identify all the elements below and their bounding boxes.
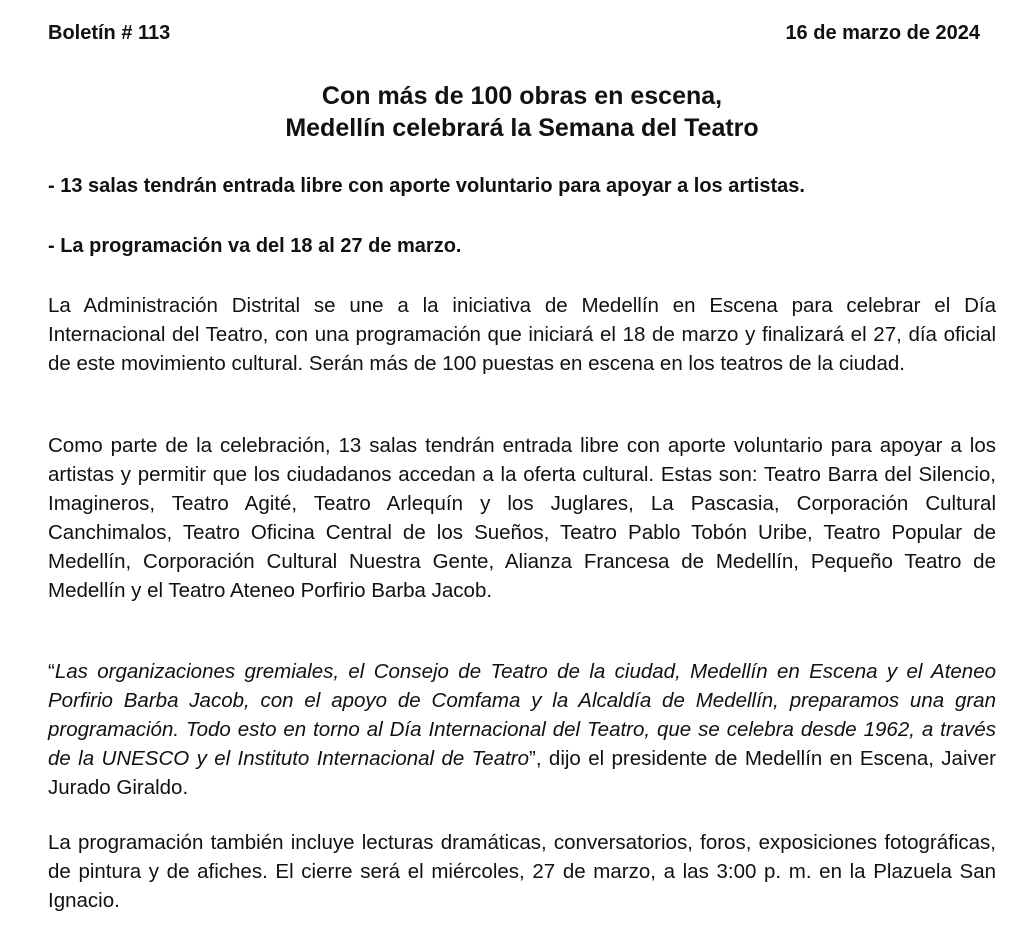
body-paragraph: Como parte de la celebración, 13 salas tendrán entrada libre con aporte voluntario para apoyar a los artistas y permitir que los ciudadanos accedan a la oferta cultural. Estas son: Teatro Barra del Silencio, Imagineros, Teatro Agité, Teatro Arlequín y los Juglares, La Pascasia, Corporación Cultural Canchimalos, Teatro Oficina Central de los Sueños, Teatro Pablo Tobón Uribe, Teatro Popular de Medellín, Corporación Cultural Nuestra Gente, Alianza Francesa de Medellín, Pequeño Teatro de Medellín y el Teatro Ateneo Porfirio Barba Jacob. — [48, 434, 996, 602]
quote-text: Las organizaciones gremiales, el Consejo de Teatro de la ciudad, Medellín en Escena y el Ateneo Porfirio Barba Jacob, con el apoyo de Comfama y la Alcaldía de Medellín, preparamos una gran programación. Todo esto en torno al Día Internacional del Teatro, que se celebra desde 1962, a través de la UNESCO y el Instituto Internacional de Teatro — [48, 660, 996, 770]
highlight-item: - 13 salas tendrán entrada libre con aporte voluntario para apoyar a los artistas. — [48, 175, 805, 197]
headline-line-2: Medellín celebrará la Semana del Teatro — [285, 114, 759, 142]
bulletin-number: Boletín # 113 — [48, 22, 171, 44]
quote-open-mark: “ — [48, 660, 55, 683]
body-paragraph: La Administración Distrital se une a la iniciativa de Medellín en Escena para celebrar el Día Internacional del Teatro, con una programación que iniciará el 18 de marzo y finalizará el 27, día oficial de este movimiento cultural. Serán más de 100 puestas en escena en los teatros de la ciudad. — [48, 294, 996, 375]
headline-line-1: Con más de 100 obras en escena, — [321, 82, 723, 110]
quote-attribution: ”, dijo el presidente de Medellín en Escena, Jaiver Jurado Giraldo. — [48, 747, 996, 799]
bulletin-date: 16 de marzo de 2024 — [785, 22, 980, 44]
quote-paragraph — [48, 657, 996, 802]
body-paragraph: La programación también incluye lecturas dramáticas, conversatorios, foros, exposiciones fotográficas, de pintura y de afiches. El cierre será el miércoles, 27 de marzo, a las 3:00 p. m. en la Plazuela San Ignacio. — [48, 831, 996, 912]
highlight-item: - La programación va del 18 al 27 de marzo. — [48, 235, 462, 257]
headline — [48, 80, 996, 144]
bulletin-header — [48, 22, 996, 52]
